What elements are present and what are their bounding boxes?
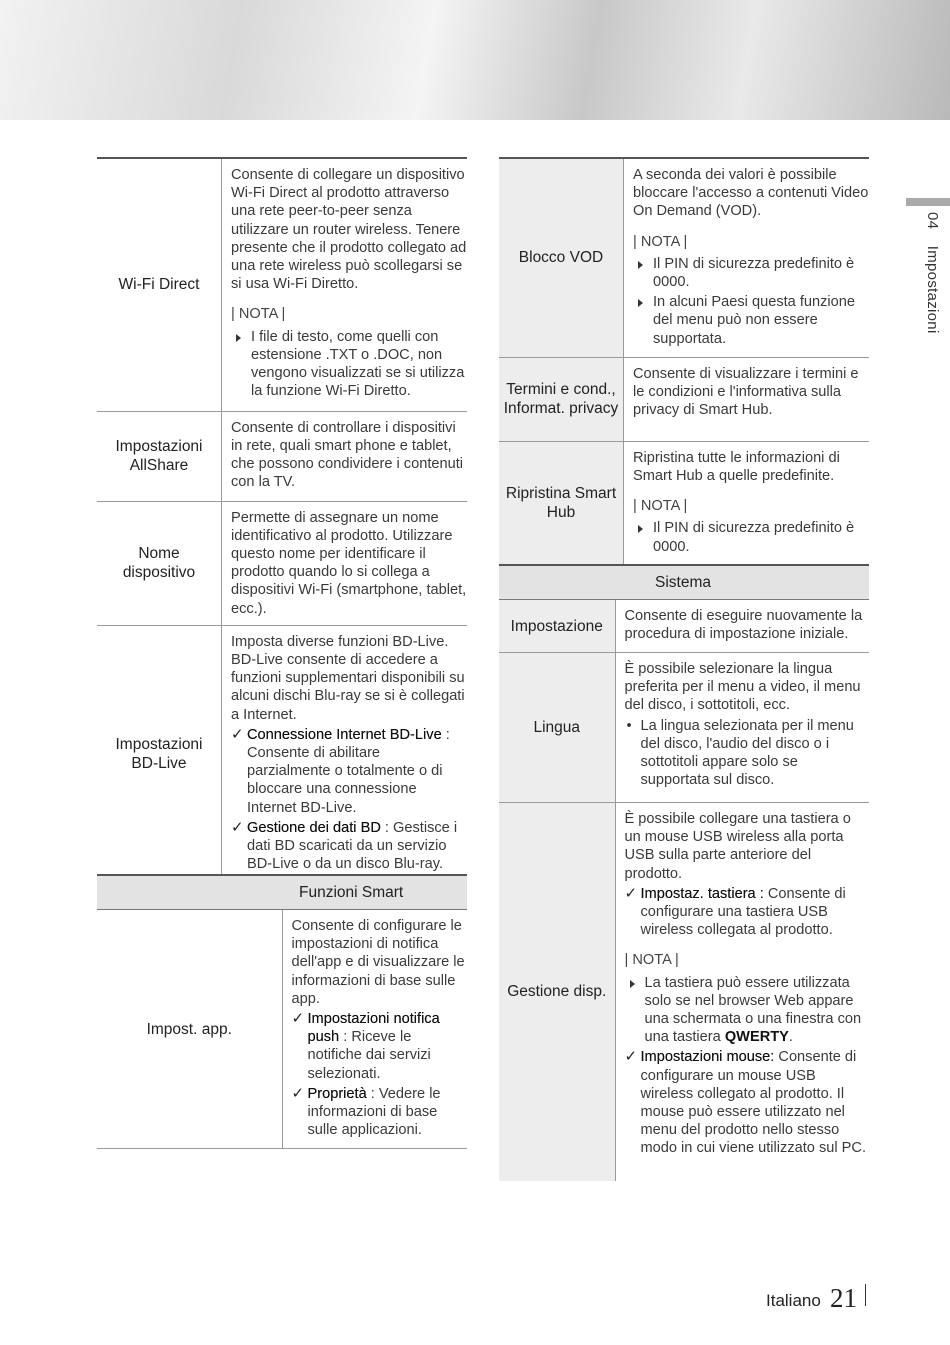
row-label: Ripristina Smart Hub	[499, 441, 624, 566]
nota-label: | NOTA |	[231, 306, 286, 323]
row-description: Consente di collegare un dispositivo Wi-Fi Direct al prodotto attraverso una rete peer-to-peer senza utilizzare un router wireless. Tenere presente che il prodotto collegato ad una rete wireless può scollegarsi se si usa Wi-Fi Diretto. | NOTA | I file di testo, come quelli con estensione .TXT o .DOC, non vengono visualizzati se si utilizza la funzione Wi-Fi Diretto.	[222, 158, 468, 411]
triangle-bullet-icon	[638, 299, 643, 307]
dot-item: • La lingua selezionata per il menu del disco, l'audio del disco o i sottotitoli appare solo se supportata sul disco.	[626, 717, 854, 789]
note-bullet: In alcuni Paesi questa funzione del menu può non essere supportata.	[633, 293, 869, 348]
check-item: ✓ Proprietà : Vedere le informazioni di base sulle applicazioni.	[291, 1084, 441, 1139]
row-description: Ripristina tutte le informazioni di Smart Hub a quelle predefinite. | NOTA | Il PIN di sicurezza predefinito è 0000.	[624, 441, 870, 566]
system-table	[499, 564, 869, 1181]
triangle-bullet-icon	[638, 525, 643, 533]
table-header	[499, 565, 869, 600]
footer-language: Italiano	[766, 1291, 821, 1310]
row-label: Gestione disp.	[499, 803, 615, 1181]
table-row	[499, 357, 869, 441]
check-item: ✓ Impostazioni notifica push : Riceve le notifiche dai servizi selezionati.	[291, 1010, 440, 1082]
checkmark-icon: ✓	[231, 725, 244, 743]
row-label: Impostazione	[499, 600, 615, 653]
checkmark-icon: ✓	[291, 1010, 305, 1028]
row-label: Impostazioni BD-Live	[97, 625, 222, 883]
row-description: Consente di visualizzare i termini e le condizioni e l'informativa sulla privacy di Smart Hub.	[624, 357, 870, 441]
nota-label: | NOTA |	[624, 952, 679, 969]
table-row	[499, 441, 869, 566]
page-number: 21	[830, 1283, 857, 1313]
network-settings-table	[97, 157, 467, 884]
section-title: Sistema	[615, 565, 869, 600]
check-item: ✓ Connessione Internet BD-Live : Consente di abilitare parzialmente o totalmente o di bloccare una connessione Internet BD-Live.	[231, 725, 450, 816]
check-item: ✓ Gestione dei dati BD : Gestisce i dati BD scaricati da un servizio BD-Live o da un disco Blu-ray.	[231, 818, 458, 873]
note-bullet: La tastiera può essere utilizzata solo se nel browser Web appare una schermata o una finestra con una tastiera QWERTY.	[625, 974, 870, 1047]
row-description: Imposta diverse funzioni BD-Live. BD-Live consente di accedere a funzioni supplementari disponibili su alcuni dischi Blu-ray se si è collegati a Internet. ✓ Connessione Internet BD-Live : Consente di abilitare parzialmente o totalmente o di bloccare una connessione Internet BD-Live. ✓ Gestione dei dati BD : Gestisce i dati BD scaricati da un servizio BD-Live o da un disco Blu-ray.	[222, 625, 468, 883]
footer-divider	[865, 1284, 866, 1306]
smart-functions-table	[97, 874, 467, 1149]
row-label: Lingua	[499, 653, 615, 803]
row-label: Termini e cond., Informat. privacy	[499, 357, 624, 441]
checkmark-icon: ✓	[291, 1084, 305, 1102]
row-description: Permette di assegnare un nome identificativo al prodotto. Utilizzare questo nome per identificare il prodotto quando lo si collega a dispositivi Wi-Fi (smartphone, tablet, ecc.).	[222, 501, 468, 625]
table-row	[97, 411, 467, 501]
row-label: Impostazioni AllShare	[97, 411, 222, 501]
note-bullet: I file di testo, come quelli con estensione .TXT o .DOC, non vengono visualizzati se si utilizza la funzione Wi-Fi Diretto.	[231, 328, 467, 401]
row-description: È possibile collegare una tastiera o un mouse USB wireless alla porta USB sulla parte anteriore del prodotto. ✓ Impostaz. tastiera : Consente di configurare una tastiera USB wireless collegata al prodotto. | NOTA | La tastiera può essere utilizzata solo se nel browser Web appare una schermata o una finestra con una tastiera QWERTY. ✓ Impostazioni mouse: Consente di configurare un mouse USB wireless collegato al prodotto. Il mouse può essere utilizzato nel menu del prodotto nello stesso modo in cui viene utilizzato sul PC.	[615, 803, 869, 1181]
header-banner	[0, 0, 950, 120]
row-description: Consente di controllare i dispositivi in rete, quali smart phone e tablet, che possono condividere i contenuti con la TV.	[222, 411, 468, 501]
bullet-dot-icon: •	[626, 717, 632, 734]
row-description: Consente di configurare le impostazioni di notifica dell'app e di visualizzare le informazioni di base sulle app. ✓ Impostazioni notifica push : Riceve le notifiche dai servizi selezionati. ✓ Proprietà : Vedere le informazioni di base sulle applicazioni.	[282, 910, 467, 1149]
chapter-title: Impostazioni	[924, 245, 941, 334]
table-row	[499, 600, 869, 653]
table-row	[499, 803, 869, 1181]
table-row	[97, 158, 467, 411]
chapter-number: 04	[924, 212, 941, 230]
smart-hub-table	[499, 157, 869, 567]
row-label: Blocco VOD	[499, 158, 624, 357]
checkmark-icon: ✓	[624, 1048, 638, 1066]
nota-label: | NOTA |	[633, 233, 688, 250]
row-description: Consente di eseguire nuovamente la procedura di impostazione iniziale.	[615, 600, 869, 653]
table-row	[499, 158, 869, 357]
row-label: Wi-Fi Direct	[97, 158, 222, 411]
table-row	[97, 625, 467, 883]
section-title: Funzioni Smart	[282, 875, 467, 910]
check-item: ✓ Impostazioni mouse: Consente di configurare un mouse USB wireless collegato al prodotto. Il mouse può essere utilizzato nel menu del prodotto nello stesso modo in cui viene utilizzato sul PC.	[624, 1048, 866, 1157]
chapter-side-label	[901, 212, 941, 352]
table-row	[97, 501, 467, 625]
nota-label: | NOTA |	[633, 498, 688, 515]
note-bullet: Il PIN di sicurezza predefinito è 0000.	[633, 519, 869, 555]
table-header	[97, 875, 467, 910]
row-label: Impost. app.	[97, 910, 282, 1149]
note-bullet: Il PIN di sicurezza predefinito è 0000.	[633, 255, 869, 291]
checkmark-icon: ✓	[624, 884, 638, 902]
row-description: È possibile selezionare la lingua preferita per il menu a video, il menu del disco, i sottotitoli, ecc. • La lingua selezionata per il menu del disco, l'audio del disco o i sottotitoli appare solo se supportata sul disco.	[615, 653, 869, 803]
chapter-tab-marker	[906, 198, 950, 206]
triangle-bullet-icon	[630, 980, 635, 988]
row-label: Nome dispositivo	[97, 501, 222, 625]
triangle-bullet-icon	[236, 334, 241, 342]
triangle-bullet-icon	[638, 261, 643, 269]
row-description: A seconda dei valori è possibile bloccare l'accesso a contenuti Video On Demand (VOD). | NOTA | Il PIN di sicurezza predefinito è 0000. In alcuni Paesi questa funzione del menu può non essere supportata.	[624, 158, 870, 357]
table-row	[499, 653, 869, 803]
table-row	[97, 910, 467, 1149]
check-item: ✓ Impostaz. tastiera : Consente di configurare una tastiera USB wireless collegata al prodotto.	[624, 884, 846, 939]
checkmark-icon: ✓	[231, 818, 244, 836]
